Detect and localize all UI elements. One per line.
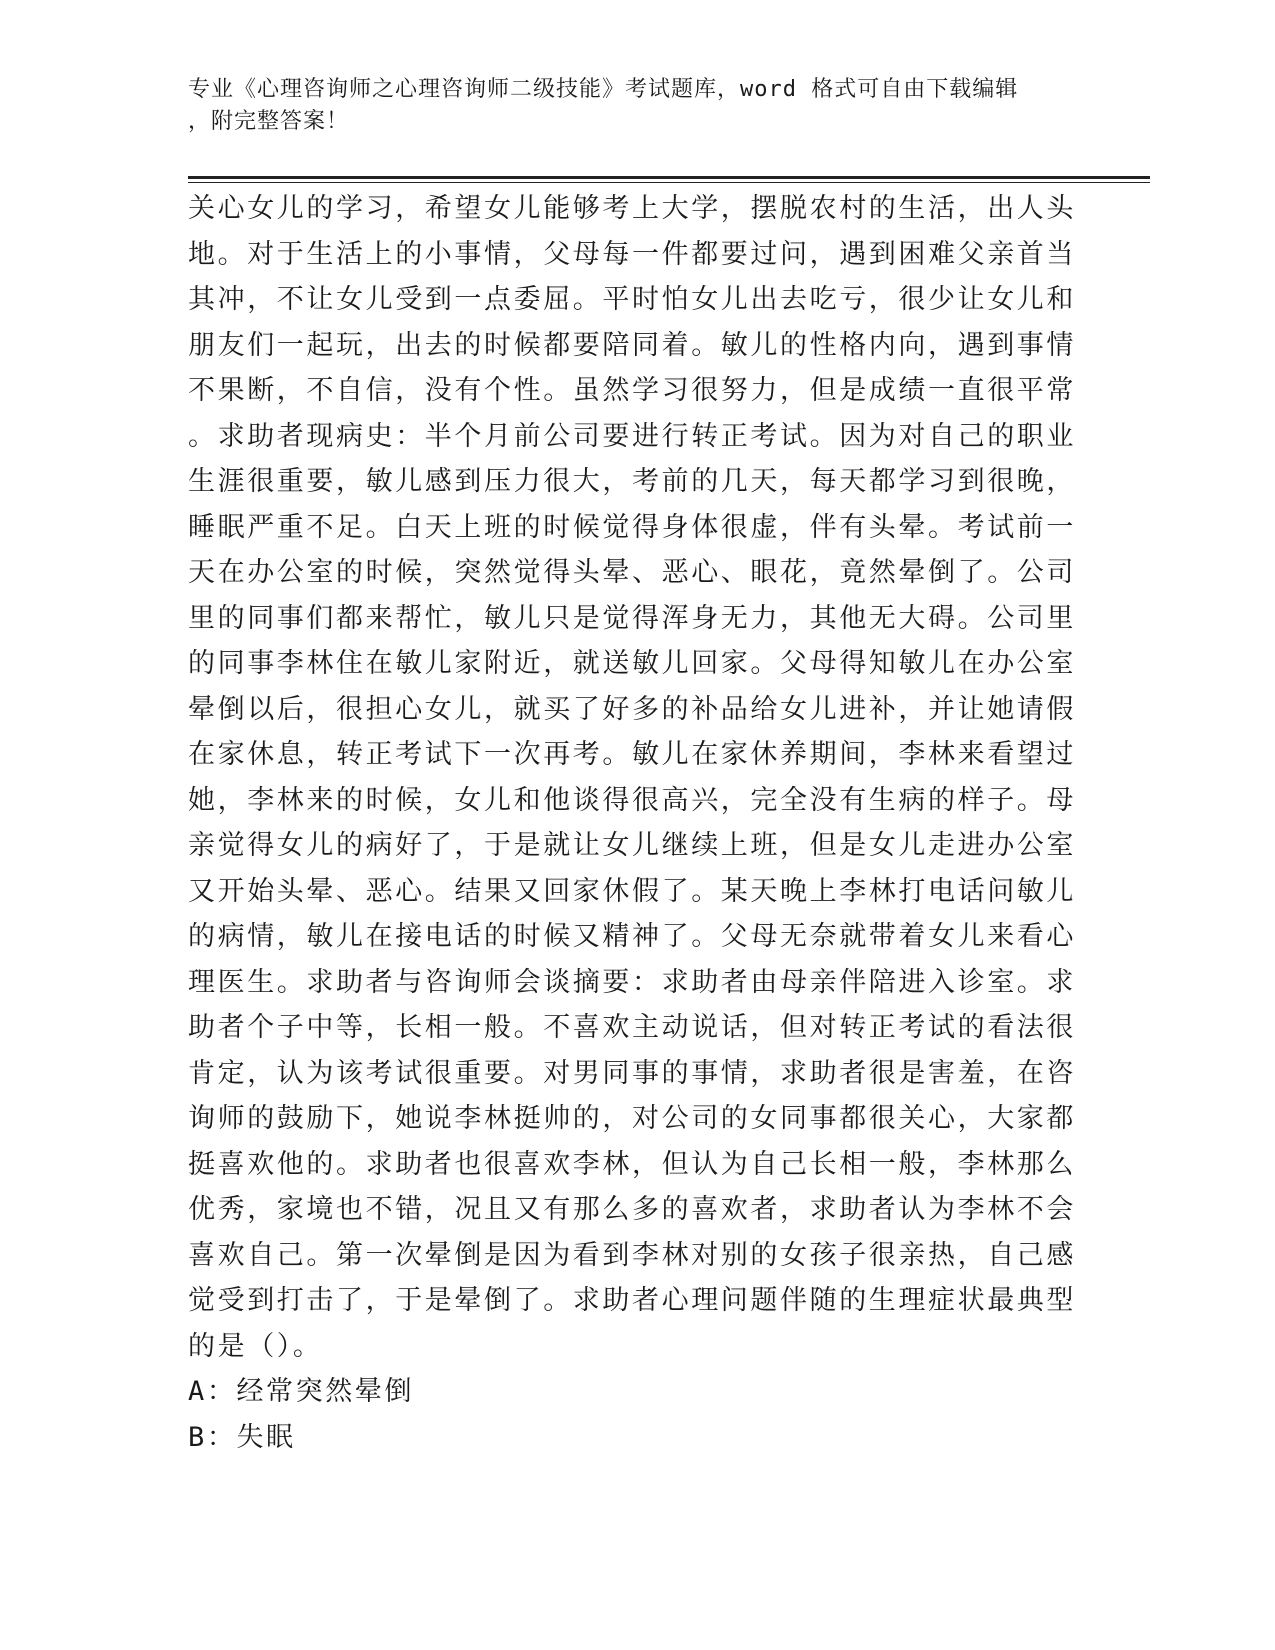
question-text-line: 地。对于生活上的小事情，父母每一件都要过问，遇到困难父亲首当 [188, 238, 1076, 270]
answer-option: B：失眠 [188, 1422, 296, 1453]
question-text-line: 又开始头晕、恶心。结果又回家休假了。某天晚上李林打电话问敏儿 [188, 875, 1076, 907]
question-text-line: 优秀，家境也不错，况且又有那么多的喜欢者，求助者认为李林不会 [188, 1194, 1076, 1225]
question-text-line: 的病情，敏儿在接电话的时候又精神了。父母无奈就带着女儿来看心 [188, 921, 1076, 952]
answer-options [188, 1369, 1088, 1461]
question-text-line: 晕倒以后，很担心女儿，就买了好多的补品给女儿进补，并让她请假 [188, 693, 1076, 725]
header-divider-thin [188, 182, 1150, 183]
header-title-line-2: ，附完整答案！ [188, 109, 350, 134]
question-text-line: 喜欢自己。第一次晕倒是因为看到李林对别的女孩子很亲热，自己感 [188, 1239, 1076, 1271]
question-text-line: 。求助者现病史：半个月前公司要进行转正考试。因为对自己的职业 [188, 420, 1076, 452]
question-text-line: 里的同事们都来帮忙，敏儿只是觉得浑身无力，其他无大碍。公司里 [188, 602, 1076, 634]
document-header [188, 74, 1068, 138]
question-text-line: 的同事李林住在敏儿家附近，就送敏儿回家。父母得知敏儿在办公室 [188, 648, 1076, 679]
question-text-line: 肯定，认为该考试很重要。对男同事的事情，求助者很是害羞，在咨 [188, 1057, 1076, 1089]
question-text-line: 睡眠严重不足。白天上班的时候觉得身体很虚，伴有头晕。考试前一 [188, 511, 1076, 543]
question-text-line: 她，李林来的时候，女儿和他谈得很高兴，完全没有生病的样子。母 [188, 784, 1076, 816]
header-title-line-1: 专业《心理咨询师之心理咨询师二级技能》考试题库，word 格式可自由下载编辑 [188, 77, 1019, 102]
question-text-line: 不果断，不自信，没有个性。虽然学习很努力，但是成绩一直很平常 [188, 375, 1076, 406]
question-text-line: 关心女儿的学习，希望女儿能够考上大学，摆脱农村的生活，出人头 [188, 193, 1076, 224]
question-text [188, 186, 1088, 1369]
question-body [188, 186, 1088, 1461]
question-text-line: 的是（）。 [188, 1330, 323, 1362]
question-text-line: 天在办公室的时候，突然觉得头晕、恶心、眼花，竟然晕倒了。公司 [188, 557, 1076, 588]
question-text-line: 助者个子中等，长相一般。不喜欢主动说话，但对转正考试的看法很 [188, 1012, 1076, 1043]
question-text-line: 理医生。求助者与咨询师会谈摘要：求助者由母亲伴陪进入诊室。求 [188, 966, 1076, 998]
question-text-line: 亲觉得女儿的病好了，于是就让女儿继续上班，但是女儿走进办公室 [188, 830, 1076, 861]
answer-option: A：经常突然晕倒 [188, 1376, 415, 1407]
question-text-line: 生涯很重要，敏儿感到压力很大，考前的几天，每天都学习到很晚， [188, 466, 1076, 497]
question-text-line: 其冲，不让女儿受到一点委屈。平时怕女儿出去吃亏，很少让女儿和 [188, 284, 1076, 315]
question-text-line: 在家休息，转正考试下一次再考。敏儿在家休养期间，李林来看望过 [188, 739, 1076, 770]
question-text-line: 朋友们一起玩，出去的时候都要陪同着。敏儿的性格内向，遇到事情 [188, 329, 1076, 361]
header-divider-thick [188, 176, 1150, 179]
question-text-line: 觉受到打击了，于是晕倒了。求助者心理问题伴随的生理症状最典型 [188, 1285, 1076, 1316]
question-text-line: 询师的鼓励下，她说李林挺帅的，对公司的女同事都很关心，大家都 [188, 1103, 1076, 1134]
question-text-line: 挺喜欢他的。求助者也很喜欢李林，但认为自己长相一般，李林那么 [188, 1148, 1076, 1180]
